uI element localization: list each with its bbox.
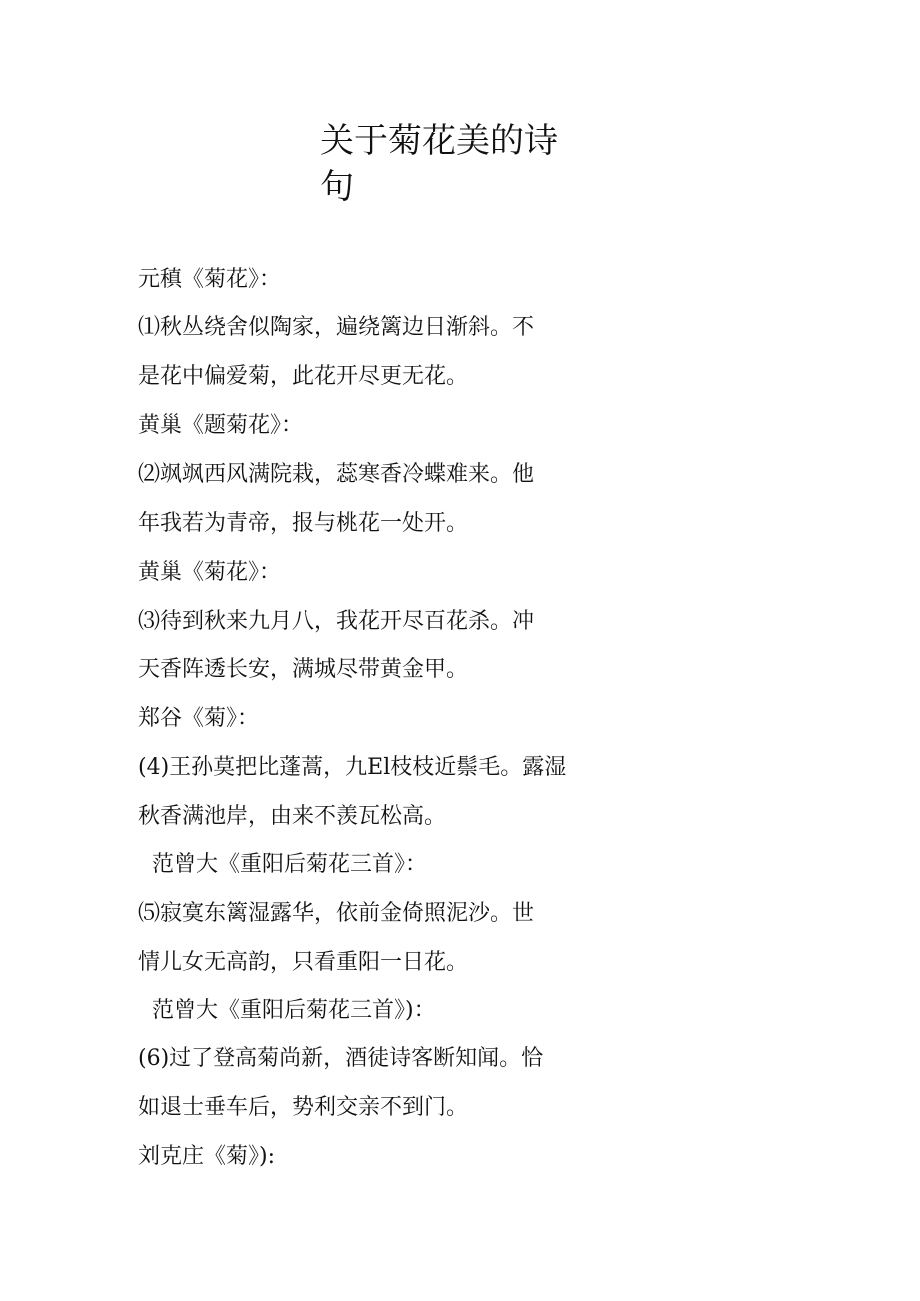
document-title — [320, 118, 570, 210]
poem-author-line: 郑谷《菊》： — [138, 706, 260, 731]
poem-text-line: ⑶待到秋来九月八，我花开尽百花杀。冲 — [138, 609, 535, 634]
poem-text-line: 年我若为青帝，报与桃花一处开。 — [138, 511, 469, 536]
poem-text-line: ⑸寂寞东篱湿露华，依前金倚照泥沙。世 — [138, 901, 535, 926]
poem-author-line: 元稹《菊花》： — [138, 267, 282, 292]
poem-text-line: (6)过了登高菊尚新，酒徒诗客断知闻。恰 — [138, 1046, 544, 1071]
poem-text-line: 情儿女无高韵，只看重阳一日花。 — [138, 950, 469, 975]
poem-author-line: 黄巢《菊花》： — [138, 560, 282, 585]
poem-text-line: ⑵飒飒西风满院栽，蕊寒香冷蝶难来。他 — [138, 462, 535, 487]
poem-author-line: 黄巢《题菊花》： — [138, 413, 304, 438]
title-line-1: 关于菊花美的诗 — [320, 121, 558, 161]
poem-text-line: 如退士垂车后，势利交亲不到门。 — [138, 1095, 469, 1120]
title-line-2: 句 — [320, 167, 354, 207]
poem-author-line: 刘克庄《菊》): — [138, 1144, 275, 1169]
poem-text-line: 是花中偏爱菊，此花开尽更无花。 — [138, 364, 469, 389]
poem-author-line: 范曾大《重阳后菊花三首》： — [152, 852, 428, 877]
poem-text-line: (4)王孙莫把比蓬蒿，九El枝枝近鬃毛。露湿 — [138, 755, 567, 780]
poem-text-line: ⑴秋丛绕舍似陶家，遍绕篱边日渐斜。不 — [138, 315, 535, 340]
poem-text-line: 秋香满池岸，由来不羡瓦松高。 — [138, 804, 447, 829]
poem-author-line: 范曾大《重阳后菊花三首》)： — [152, 998, 436, 1023]
poem-text-line: 天香阵透长安，满城尽带黄金甲。 — [138, 657, 469, 682]
